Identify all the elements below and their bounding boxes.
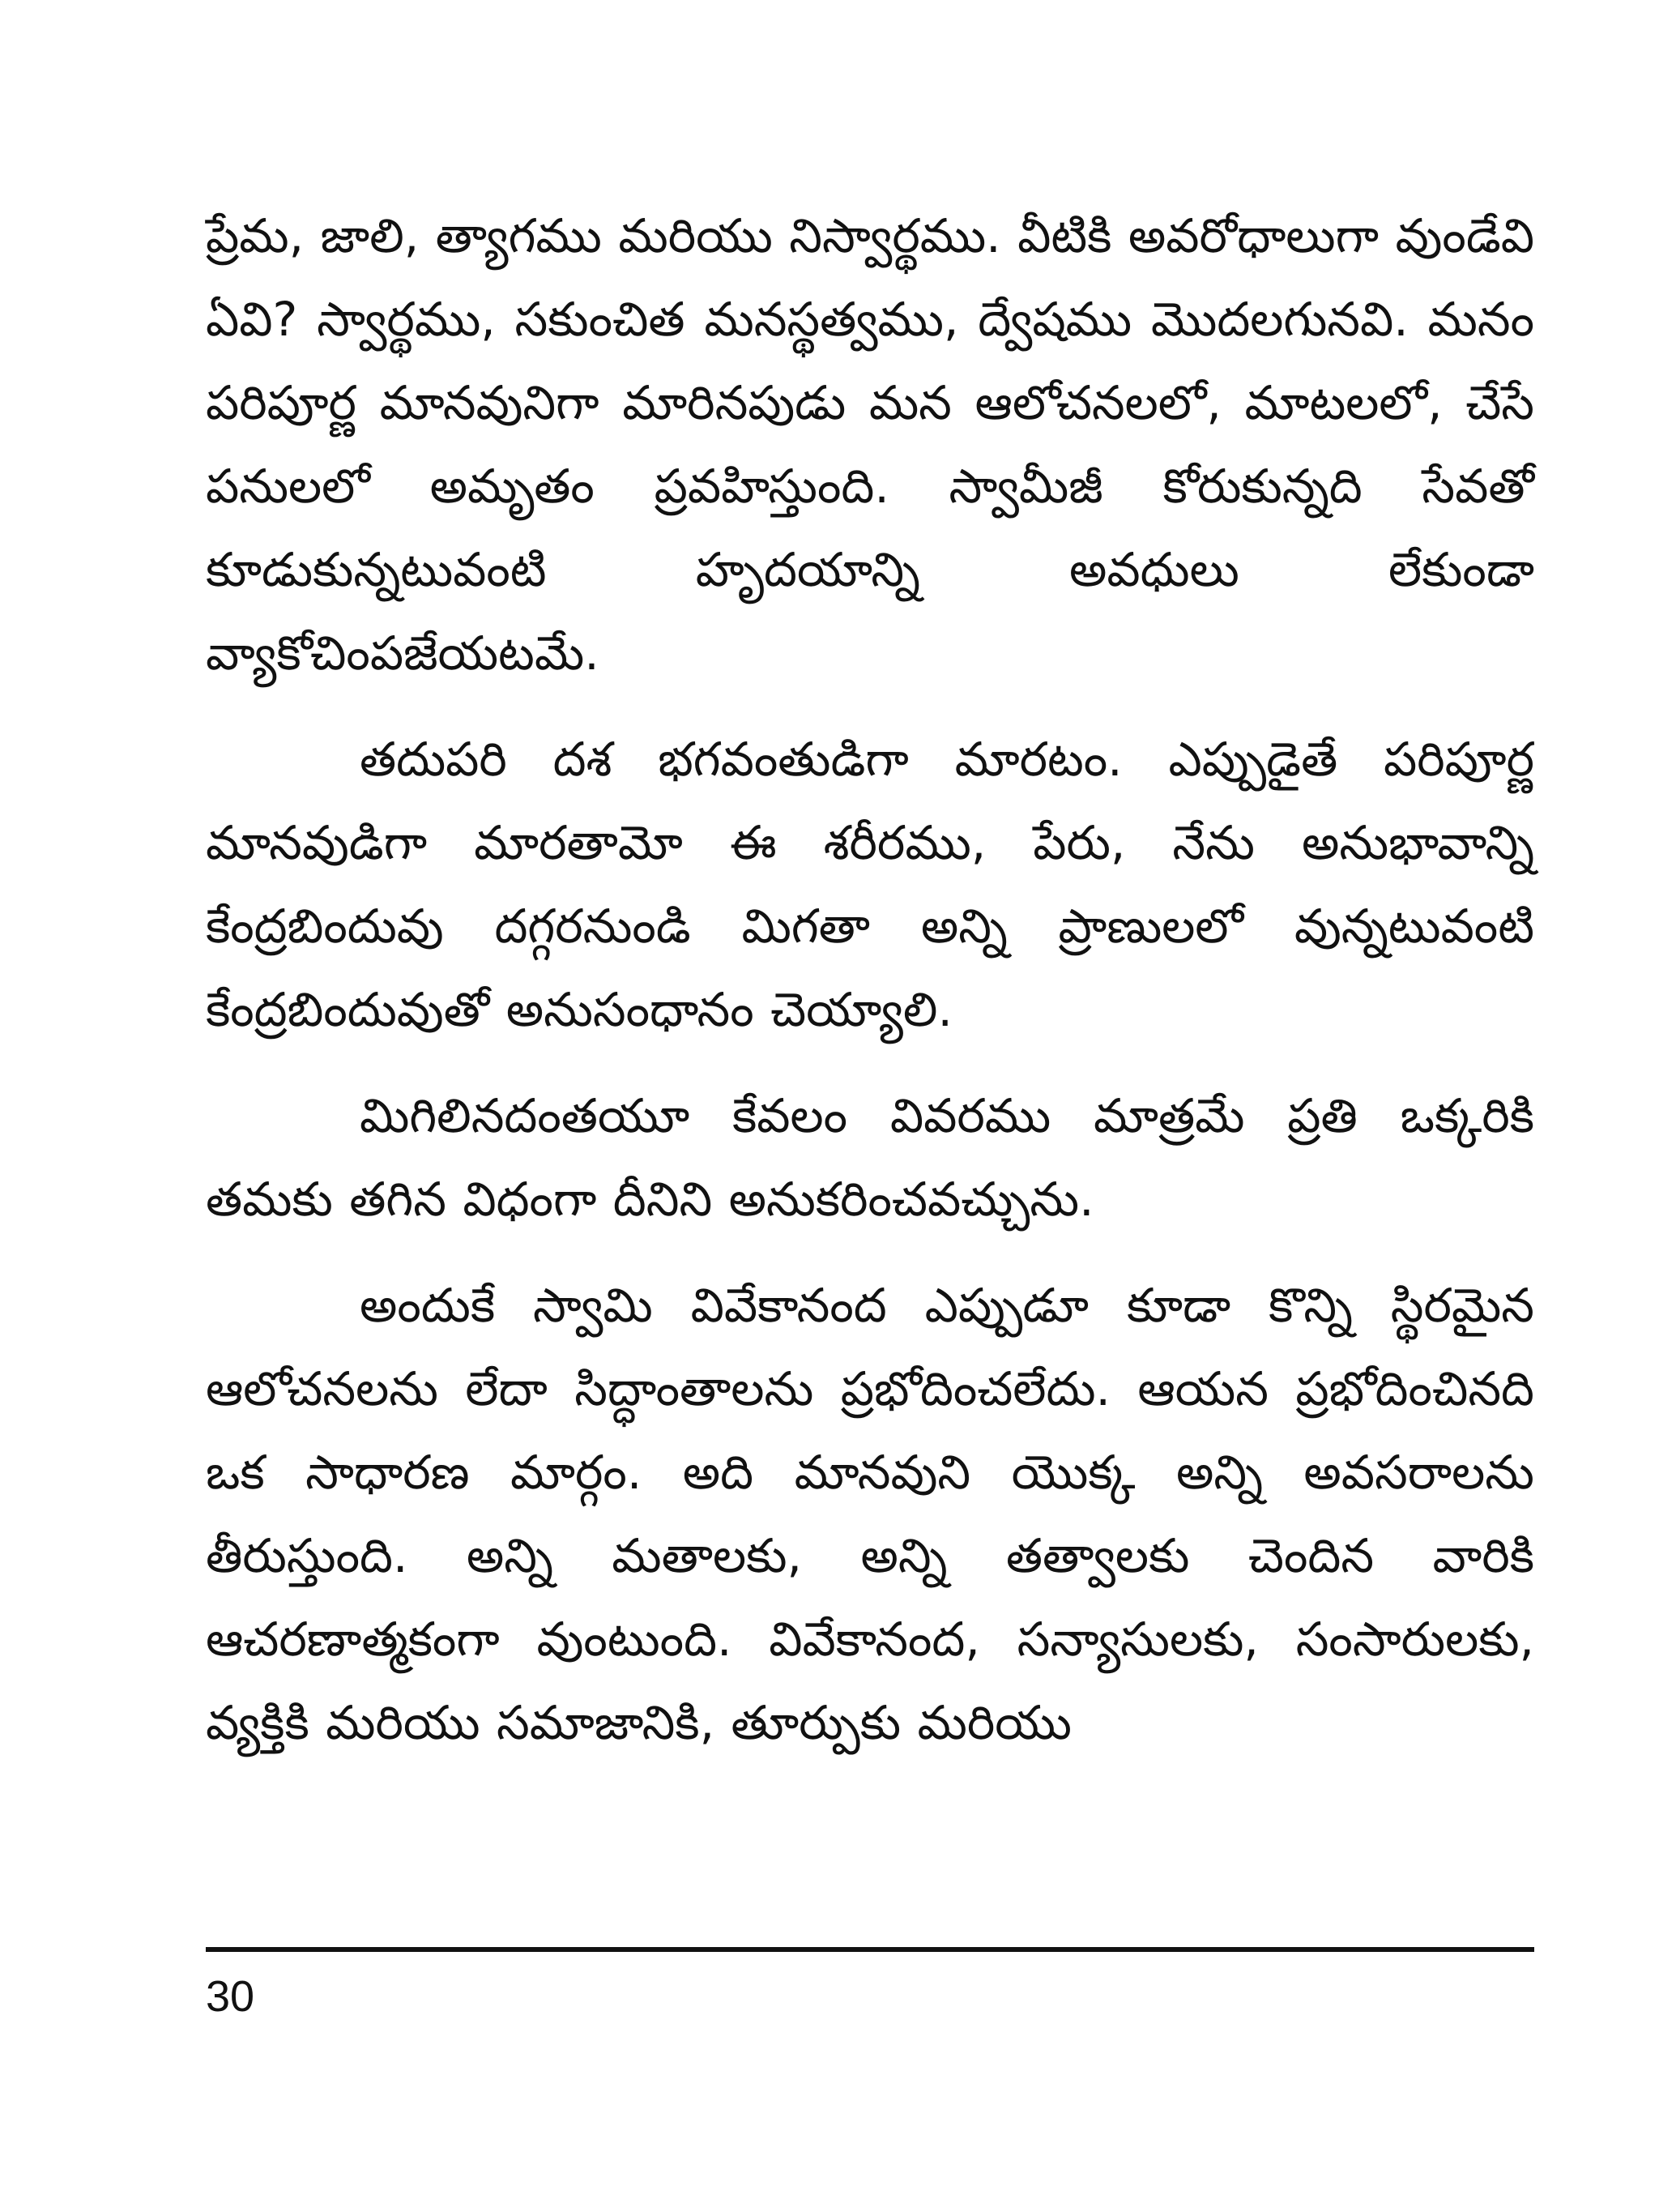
body-text: [206, 194, 1534, 1765]
paragraph-3: మిగిలినదంతయూ కేవలం వివరము మాత్రమే ప్రతి ఒక్కరికి తమకు తగిన విధంగా దీనిని అనుకరించవచ్చును.: [206, 1088, 1534, 1227]
paragraph-1: ప్రేమ, జాలి, త్యాగము మరియు నిస్వార్థము. వీటికి అవరోధాలుగా వుండేవి ఏవి? స్వార్థము, సకుంచిత మనస్థత్వము, ద్వేషము మొదలగునవి. మనం పరిపూర్ణ మానవునిగా మారినపుడు మన ఆలోచనలలో, మాటలలో, చేసే పనులలో అమృతం ప్రవహిస్తుంది. స్వామీజీ కోరుకున్నది సేవతో కూడుకున్నటువంటి హృదయాన్ని అవధులు లేకుండా వ్యాకోచింపజేయటమే.: [206, 208, 1534, 681]
paragraph-4: అందుకే స్వామి వివేకానంద ఎప్పుడూ కూడా కొన్ని స్థిరమైన ఆలోచనలను లేదా సిద్ధాంతాలను ప్రభోదించలేదు. ఆయన ప్రభోదించినది ఒక సాధారణ మార్గం. అది మానవుని యొక్క అన్ని అవసరాలను తీరుస్తుంది. అన్ని మతాలకు, అన్ని తత్వాలకు చెందిన వారికి ఆచరణాత్మకంగా వుంటుంది. వివేకానంద, సన్యాసులకు, సంసారులకు, వ్యక్తికి మరియు సమాజానికి, తూర్పుకు మరియు: [206, 1278, 1534, 1750]
paragraph-2: తదుపరి దశ భగవంతుడిగా మారటం. ఎప్పుడైతే పరిపూర్ణ మానవుడిగా మారతామో ఈ శరీరము, పేరు, నేను అనుభావాన్ని కేంద్రబిందువు దగ్గరనుండి మిగతా అన్ని ప్రాణులలో వున్నటువంటి కేంద్రబిందువుతో అనుసంధానం చెయ్యాలి.: [206, 732, 1534, 1037]
page-number: 30: [206, 1972, 255, 2021]
footer-rule: [206, 1947, 1534, 1952]
